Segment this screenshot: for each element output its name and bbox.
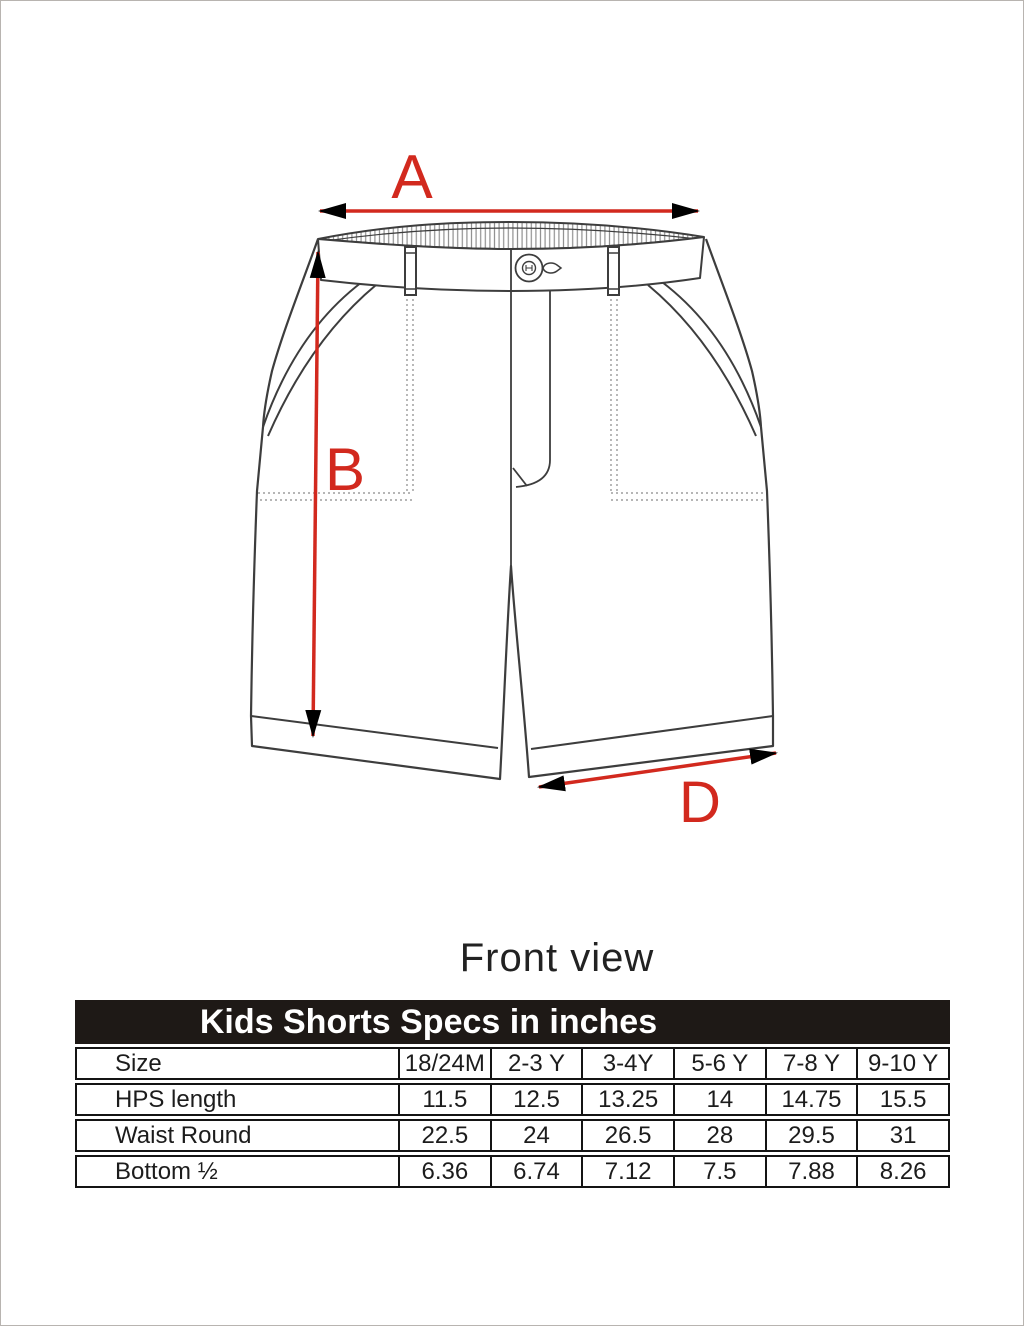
spec-value: 7.12 xyxy=(581,1157,673,1186)
spec-value: 7.5 xyxy=(673,1157,765,1186)
spec-value: 14.75 xyxy=(765,1085,857,1114)
spec-value: 14 xyxy=(673,1085,765,1114)
size-column-header: 9-10 Y xyxy=(856,1049,948,1078)
spec-value: 29.5 xyxy=(765,1121,857,1150)
spec-value: 15.5 xyxy=(856,1085,948,1114)
spec-value: 28 xyxy=(673,1121,765,1150)
spec-value: 6.74 xyxy=(490,1157,582,1186)
size-column-header: 5-6 Y xyxy=(673,1049,765,1078)
spec-value: 26.5 xyxy=(581,1121,673,1150)
row-label: HPS length xyxy=(115,1086,237,1113)
spec-value: 31 xyxy=(856,1121,948,1150)
front-view-caption: Front view xyxy=(459,936,655,980)
table-row-bottom-half xyxy=(75,1155,950,1188)
table-row-waist-round xyxy=(75,1119,950,1152)
spec-value: 7.88 xyxy=(765,1157,857,1186)
spec-table xyxy=(75,1000,950,1188)
spec-value: 8.26 xyxy=(856,1157,948,1186)
spec-table-title: Kids Shorts Specs in inches xyxy=(75,1000,950,1044)
spec-value: 6.36 xyxy=(398,1157,490,1186)
size-column-header: 7-8 Y xyxy=(765,1049,857,1078)
spec-value: 13.25 xyxy=(581,1085,673,1114)
row-label: Waist Round xyxy=(115,1122,252,1149)
shorts-body-outline xyxy=(251,239,773,779)
table-row-hps-length xyxy=(75,1083,950,1116)
row-label: Size xyxy=(115,1050,162,1077)
spec-value: 11.5 xyxy=(398,1085,490,1114)
size-column-header: 2-3 Y xyxy=(490,1049,582,1078)
table-row-size xyxy=(75,1047,950,1080)
row-label: Bottom ½ xyxy=(115,1158,218,1185)
size-column-header: 3-4Y xyxy=(581,1049,673,1078)
size-column-header: 18/24M xyxy=(398,1049,490,1078)
dim-label-a: A xyxy=(391,143,433,212)
dim-label-b: B xyxy=(324,436,366,503)
spec-value: 22.5 xyxy=(398,1121,490,1150)
spec-value: 24 xyxy=(490,1121,582,1150)
dim-label-d: D xyxy=(679,770,721,835)
spec-value: 12.5 xyxy=(490,1085,582,1114)
